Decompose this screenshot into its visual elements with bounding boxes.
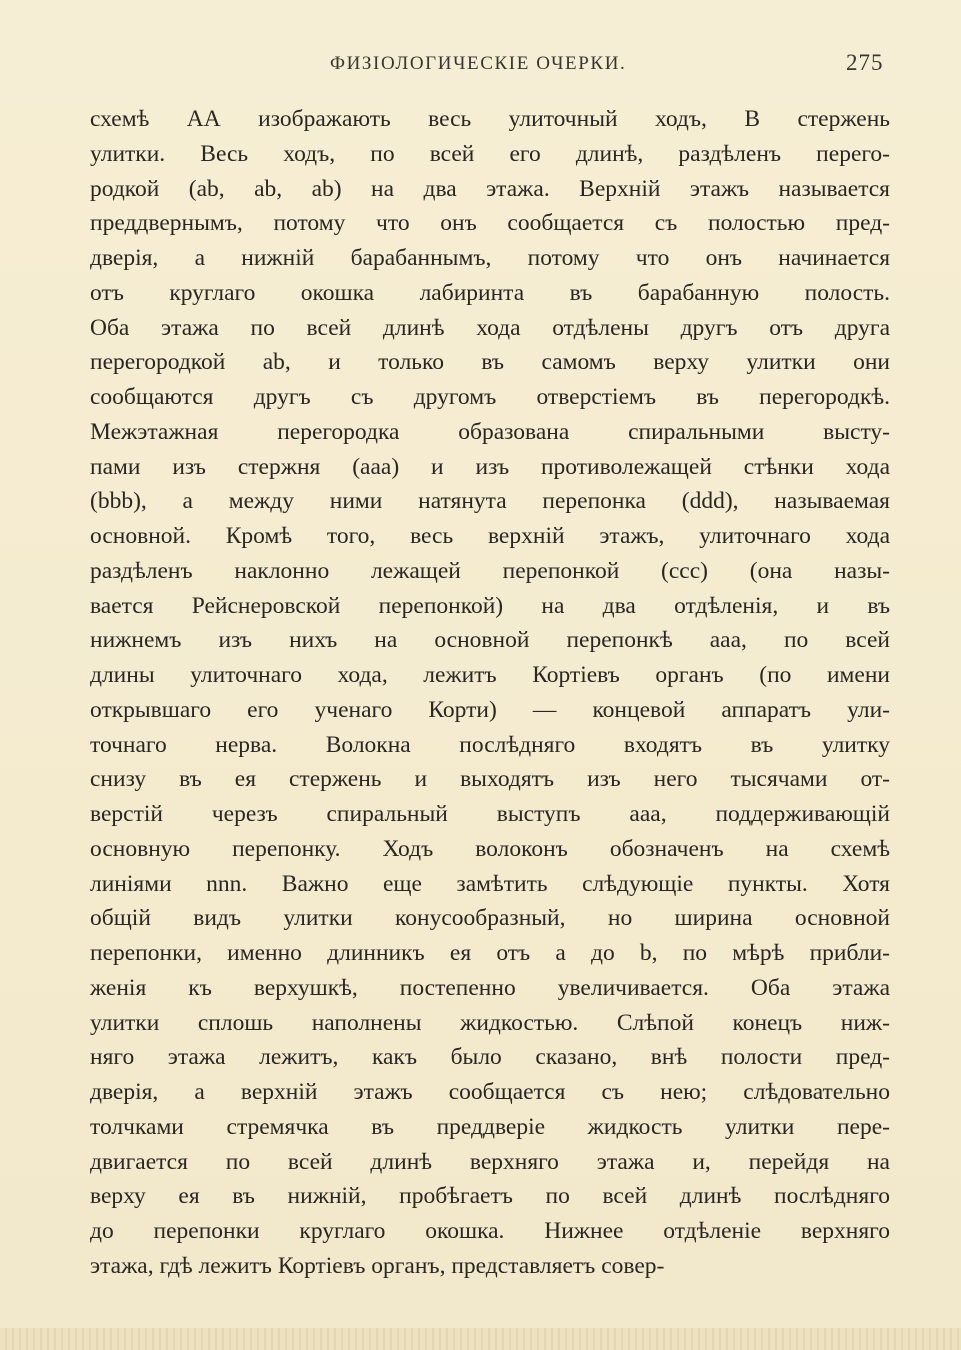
text-line: вается Рейснеровской перепонкой) на два отдѣленія, и въ bbox=[90, 592, 890, 619]
text-line: точнаго нерва. Волокна послѣдняго входятъ въ улитку bbox=[90, 731, 890, 758]
text-line: этажа, гдѣ лежитъ Кортіевъ органъ, представляетъ совер- bbox=[90, 1252, 665, 1279]
text-line: улитки сплошь наполнены жидкостью. Слѣпой конецъ ниж- bbox=[90, 1009, 890, 1036]
text-line: (bbb), а между ними натянута перепонка (ddd), называемая bbox=[90, 488, 890, 515]
body-text bbox=[90, 102, 890, 1284]
text-line: верху ея въ нижній, пробѣгаетъ по всей длинѣ послѣдняго bbox=[90, 1183, 890, 1210]
text-line: пами изъ стержня (aaa) и изъ противолежащей стѣнки хода bbox=[90, 453, 890, 480]
text-line: схемѣ АА изображають весь улиточный ходъ, В стержень bbox=[90, 106, 890, 132]
text-line: двигается по всей длинѣ верхняго этажа и, перейдя на bbox=[90, 1148, 890, 1175]
page-number: 275 bbox=[846, 50, 884, 75]
page-bottom-edge bbox=[0, 1328, 961, 1350]
running-title: ФИЗІОЛОГИЧЕСКІЕ ОЧЕРКИ. bbox=[330, 53, 627, 74]
text-line: дверія, а нижній барабаннымъ, потому что онъ начинается bbox=[90, 245, 890, 271]
text-line: перепонки, именно длинникъ ея отъ a до b, по мѣрѣ прибли- bbox=[90, 940, 890, 966]
text-line: няго этажа лежитъ, какъ было сказано, внѣ полости пред- bbox=[90, 1044, 890, 1071]
text-line: раздѣленъ наклонно лежащей перепонкой (ccc) (она назы- bbox=[90, 557, 890, 584]
text-line: длины улиточнаго хода, лежитъ Кортіевъ органъ (по имени bbox=[90, 662, 890, 688]
text-line: улитки. Весь ходъ, по всей его длинѣ, раздѣленъ перего- bbox=[90, 140, 890, 167]
text-line: до перепонки круглаго окошка. Нижнее отдѣленіе верхняго bbox=[90, 1218, 890, 1244]
text-line: женія къ верхушкѣ, постепенно увеличивается. Оба этажа bbox=[90, 974, 890, 1001]
text-line: сообщаются другъ съ другомъ отверстіемъ въ перегородкѣ. bbox=[90, 384, 890, 410]
text-line: преддвернымъ, потому что онъ сообщается съ полостью пред- bbox=[90, 210, 890, 237]
text-line: нижнемъ изъ нихъ на основной перепонкѣ aaa, по всей bbox=[90, 627, 890, 654]
text-line: верстій черезъ спиральный выступъ aaa, поддерживающій bbox=[90, 801, 890, 827]
text-line: родкой (ab, ab, ab) на два этажа. Верхній этажъ называется bbox=[90, 175, 890, 202]
text-line: толчками стремячка въ преддверіе жидкость улитки пере- bbox=[90, 1113, 890, 1140]
text-line: основной. Кромѣ того, весь верхній этажъ, улиточнаго хода bbox=[90, 523, 890, 549]
text-line: перегородкой ab, и только въ самомъ верху улитки они bbox=[90, 349, 890, 376]
text-line: Оба этажа по всей длинѣ хода отдѣлены другъ отъ друга bbox=[90, 314, 890, 341]
text-line: дверія, а верхній этажъ сообщается съ нею; слѣдовательно bbox=[90, 1079, 890, 1105]
text-line: отъ круглаго окошка лабиринта въ барабанную полость. bbox=[90, 279, 890, 306]
text-line: открывшаго его ученаго Корти) — концевой аппаратъ ули- bbox=[90, 696, 890, 723]
text-line: линіями nnn. Важно еще замѣтить слѣдующіе пункты. Хотя bbox=[90, 870, 890, 897]
text-line: Межэтажная перегородка образована спиральными высту- bbox=[90, 418, 890, 445]
text-line: основную перепонку. Ходъ волоконъ обозначенъ на схемѣ bbox=[90, 835, 890, 862]
text-line: общій видъ улитки конусообразный, но ширина основной bbox=[90, 905, 890, 932]
page-header bbox=[0, 50, 961, 80]
text-line: снизу въ ея стержень и выходятъ изъ него тысячами от- bbox=[90, 766, 890, 793]
